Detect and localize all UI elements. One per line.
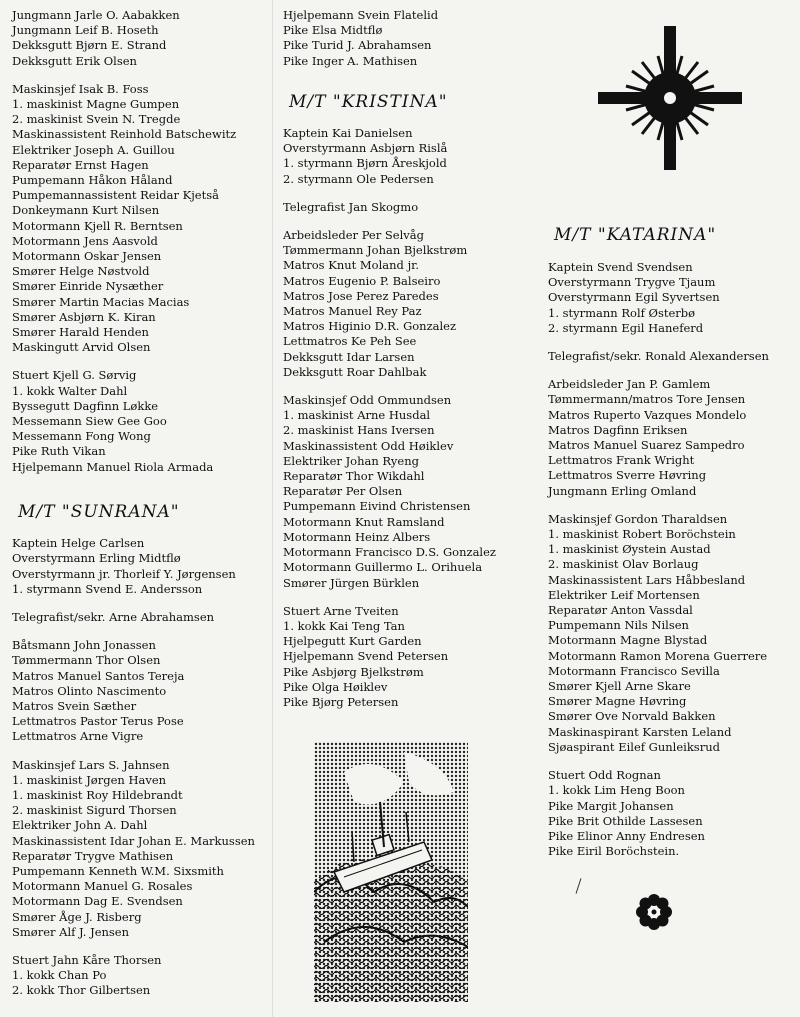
crew-entry: Arbeidsleder Per Selvåg [283,228,424,243]
column-1 [12,8,274,1012]
crew-entry: Reparatør Trygve Mathisen [12,848,174,863]
crew-entry: Motormann Magne Blystad [548,633,708,648]
crew-entry: Matros Manuel Rey Paz [283,304,422,319]
crew-entry: Lettmatros Sverre Høvring [548,468,707,483]
crew-entry: Maskinassistent Idar Johan E. Markussen [12,833,255,848]
crew-entry: Smører Kjell Arne Skare [548,679,691,694]
crew-entry: Elektriker Johan Ryeng [283,453,419,468]
crew-entry: 1. maskinist Roy Hildebrandt [12,787,183,802]
crew-entry: Messemann Fong Wong [12,429,151,444]
crew-entry: Messemann Siew Gee Goo [12,414,167,429]
crew-entry: Telegrafist Jan Skogmo [283,199,419,214]
crew-entry: Motormann Ramon Morena Guerrere [548,648,768,663]
crew-entry: Motormann Knut Ramsland [283,514,445,529]
sunrana-top-deck [12,8,274,69]
crew-entry: Maskinassistent Lars Håbbesland [548,572,746,587]
crew-entry: Smører Harald Henden [12,325,149,340]
crew-entry: Maskinassistent Reinhold Batschewitz [12,127,237,142]
crew-entry: Matros Higinio D.R. Gonzalez [283,319,457,334]
katarina-radio [548,349,796,364]
crew-entry: Maskinassistent Odd Høiklev [283,438,454,453]
crew-entry: Arbeidsleder Jan P. Gamlem [548,377,711,392]
crew-entry: Motormann Oskar Jensen [12,249,162,264]
crew-entry: Pike Bjørg Petersen [283,694,399,709]
crew-entry: Matros Eugenio P. Balseiro [283,273,441,288]
crew-entry: Maskinsjef Odd Ommundsen [283,393,452,408]
crew-entry: Maskinaspirant Karsten Leland [548,724,732,739]
column-2 [283,8,551,723]
crew-entry: 2. maskinist Hans Iversen [283,423,435,438]
crew-entry: Smører Alf J. Jensen [12,924,130,939]
crew-entry: Matros Knut Moland jr. [283,258,420,273]
crew-entry: Dekksgutt Roar Dahlbak [283,364,427,379]
star-cross-icon [598,26,742,170]
crew-entry: Stuert Jahn Kåre Thorsen [12,952,162,967]
crew-entry: Smører Asbjørn K. Kiran [12,309,156,324]
crew-entry: Lettmatros Ke Peh See [283,334,417,349]
sunrana-top-steward [12,368,274,474]
crew-entry: Maskinsjef Isak B. Foss [12,81,149,96]
crew-entry: Jungmann Erling Omland [548,483,697,498]
crew-entry: Pumpemann Eivind Christensen [283,499,471,514]
crew-entry: Pike Olga Høiklev [283,679,388,694]
flower-icon [634,892,674,932]
crew-entry: Kaptein Helge Carlsen [12,536,145,551]
kristina-engine [283,393,551,591]
ship-storm-illustration [314,742,468,1002]
crew-entry: Donkeymann Kurt Nilsen [12,203,160,218]
crew-entry: 1. maskinist Magne Gumpen [12,97,180,112]
kristina-radio [283,200,551,215]
crew-entry: 2. kokk Thor Gilbertsen [12,983,151,998]
column-3 [548,225,796,872]
crew-entry: Jungmann Jarle O. Aabakken [12,8,180,22]
col2-top-list [283,8,551,69]
crew-entry: Maskinsjef Lars S. Jahnsen [12,757,170,772]
crew-entry: Motormann Dag E. Svendsen [12,894,183,909]
crew-entry: Overstyrmann Egil Syvertsen [548,290,720,305]
crew-entry: 1. maskinist Øystein Austad [548,542,711,557]
crew-entry: Jungmann Leif B. Hoseth [12,23,159,38]
crew-entry: Tømmermann/matros Tore Jensen [548,392,746,407]
crew-entry: Motormann Francisco D.S. Gonzalez [283,545,496,560]
crew-entry: Stuert Odd Rognan [548,768,661,783]
crew-entry: Reparatør Anton Vassdal [548,603,693,618]
crew-entry: Smører Martin Macias Macias [12,294,190,309]
crew-entry: Reparatør Ernst Hagen [12,157,149,172]
crew-entry: Smører Ove Norvald Bakken [548,709,716,724]
crew-entry: Motormann Heinz Albers [283,529,431,544]
crew-entry: Pike Inger A. Mathisen [283,53,418,68]
sunrana-radio [12,610,274,625]
crew-entry: Stuert Arne Tveiten [283,603,399,618]
crew-entry: Pumpemann Nils Nilsen [548,618,689,633]
pencil-mark [576,878,582,894]
sunrana-deck [12,638,274,744]
crew-entry: 1. maskinist Arne Husdal [283,408,431,423]
crew-entry: Båtsmann John Jonassen [12,638,156,653]
crew-entry: Tømmermann Thor Olsen [12,653,161,668]
kristina-deck [283,228,551,380]
crew-entry: 2. maskinist Sigurd Thorsen [12,803,177,818]
crew-entry: 1. maskinist Jørgen Haven [12,772,167,787]
crew-entry: 2. maskinist Svein N. Tregde [12,112,181,127]
crew-entry: 1. kokk Walter Dahl [12,383,128,398]
crew-entry: Overstyrmann Trygve Tjaum [548,275,716,290]
crew-entry: Lettmatros Pastor Terus Pose [12,714,184,729]
crew-entry: Hjelpemann Manuel Riola Armada [12,459,214,474]
kristina-steward [283,604,551,710]
ship-title-katarina: M/T "KATARINA" [554,225,717,245]
crew-entry: Overstyrmann Asbjørn Rislå [283,141,448,156]
crew-entry: Motormann Francisco Sevilla [548,663,720,678]
crew-entry: Matros Dagfinn Eriksen [548,422,688,437]
crew-entry: Hjelpemann Svend Petersen [283,649,449,664]
crew-entry: Dekksgutt Erik Olsen [12,53,137,68]
crew-entry: Motormann Guillermo L. Orihuela [283,560,483,575]
crew-entry: Sjøaspirant Eilef Gunleiksrud [548,739,720,754]
crew-entry: Pike Asbjørg Bjelkstrøm [283,664,424,679]
crew-entry: 2. styrmann Ole Pedersen [283,171,434,186]
crew-entry: Byssegutt Dagfinn Løkke [12,398,159,413]
crew-entry: 1. kokk Chan Po [12,968,107,983]
crew-entry: Dekksgutt Bjørn E. Strand [12,38,167,53]
crew-entry: 2. styrmann Egil Haneferd [548,320,704,335]
crew-entry: Pike Margit Johansen [548,798,674,813]
crew-entry: Motormann Kjell R. Berntsen [12,218,183,233]
sunrana-top-engine [12,82,274,356]
sunrana-engine [12,758,274,940]
crew-entry: Pike Elinor Anny Endresen [548,828,705,843]
crew-entry: Smører Einride Nysæther [12,279,164,294]
crew-entry: Pike Elsa Midtflø [283,23,383,38]
crew-entry: Tømmermann Johan Bjelkstrøm [283,243,468,258]
crew-entry: Hjelpegutt Kurt Garden [283,634,422,649]
crew-entry: Stuert Kjell G. Sørvig [12,368,137,383]
crew-entry: Matros Jose Perez Paredes [283,288,439,303]
crew-entry: Dekksgutt Idar Larsen [283,349,415,364]
crew-entry: Elektriker John A. Dahl [12,818,148,833]
crew-entry: 2. maskinist Olav Borlaug [548,557,699,572]
crew-entry: Kaptein Svend Svendsen [548,260,693,274]
crew-entry: Motormann Manuel G. Rosales [12,879,193,894]
crew-entry: Telegrafist/sekr. Arne Abrahamsen [12,609,215,624]
katarina-engine [548,512,796,755]
crew-entry: Pumpemann Håkon Håland [12,173,173,188]
kristina-officers [283,126,551,187]
crew-entry: Maskingutt Arvid Olsen [12,340,151,355]
crew-entry: 1. kokk Lim Heng Boon [548,783,685,798]
crew-entry: Kaptein Kai Danielsen [283,126,413,141]
crew-entry: 1. styrmann Rolf Østerbø [548,305,696,320]
crew-entry: Motormann Jens Aasvold [12,233,158,248]
crew-entry: Smører Helge Nøstvold [12,264,150,279]
crew-entry: Matros Manuel Santos Tereja [12,668,185,683]
crew-entry: Elektriker Leif Mortensen [548,587,700,602]
crew-entry: 1. styrmann Svend E. Andersson [12,581,203,596]
crew-entry: 1. styrmann Bjørn Åreskjold [283,156,447,171]
crew-entry: Reparatør Thor Wikdahl [283,469,425,484]
katarina-deck [548,377,796,499]
sunrana-steward [12,953,274,999]
sunrana-officers [12,536,274,597]
crew-entry: Maskinsjef Gordon Tharaldsen [548,511,728,526]
crew-entry: Smører Magne Høvring [548,694,687,709]
crew-entry: Pumpemann Kenneth W.M. Sixsmith [12,863,224,878]
crew-entry: Overstyrmann jr. Thorleif Y. Jørgensen [12,566,236,581]
crew-entry: Lettmatros Arne Vigre [12,729,144,744]
crew-entry: Pike Eiril Boröchstein. [548,844,680,859]
crew-entry: Smører Jürgen Bürklen [283,575,420,590]
crew-entry: Matros Olinto Nascimento [12,683,167,698]
crew-entry: Elektriker Joseph A. Guillou [12,142,175,157]
crew-entry: 1. maskinist Robert Boröchstein [548,527,736,542]
ship-title-sunrana: M/T "SUNRANA" [18,501,180,522]
katarina-steward [548,768,796,859]
crew-entry: Overstyrmann Erling Midtflø [12,551,181,566]
crew-entry: Matros Svein Sæther [12,698,137,713]
crew-entry: Matros Manuel Suarez Sampedro [548,438,745,453]
crew-entry: Smører Åge J. Risberg [12,909,142,924]
crew-entry: Pike Ruth Vikan [12,444,106,459]
crew-entry: Telegrafist/sekr. Ronald Alexandersen [548,349,769,364]
crew-entry: Pumpemannassistent Reidar Kjetså [12,188,219,203]
ship-title-kristina: M/T "KRISTINA" [289,91,448,112]
crew-entry: 1. kokk Kai Teng Tan [283,618,405,633]
crew-entry: Matros Ruperto Vazques Mondelo [548,407,747,422]
crew-entry: Pike Turid J. Abrahamsen [283,38,432,53]
crew-entry: Hjelpemann Svein Flatelid [283,8,439,22]
crew-entry: Lettmatros Frank Wright [548,453,695,468]
crew-entry: Reparatør Per Olsen [283,484,403,499]
crew-entry: Pike Brit Othilde Lassesen [548,813,703,828]
katarina-officers [548,260,796,336]
